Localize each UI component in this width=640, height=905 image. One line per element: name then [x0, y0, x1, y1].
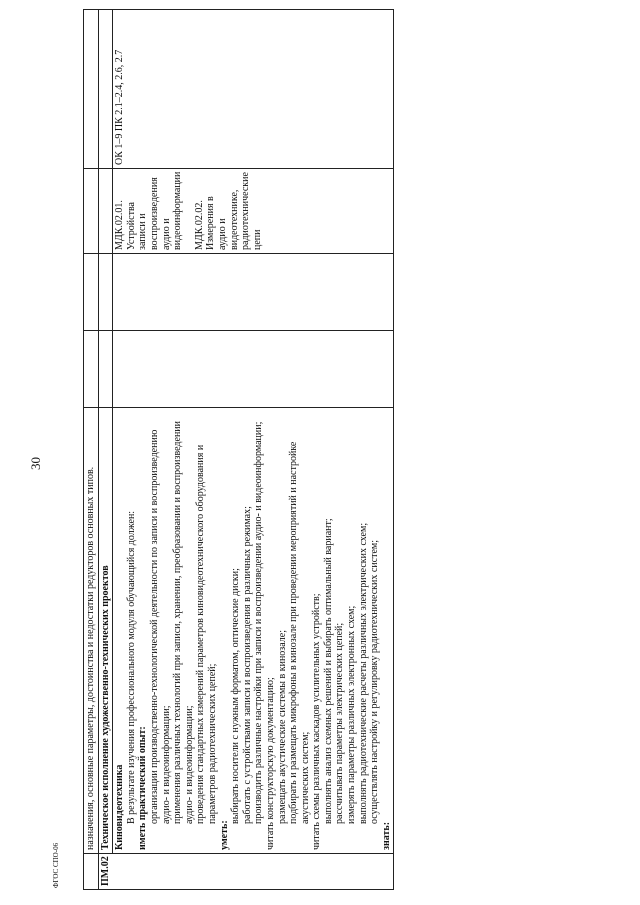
cell-empty: [113, 331, 394, 408]
skill-item: читать конструкторскую документацию;: [264, 677, 276, 850]
table-row: [113, 10, 394, 890]
practice-heading: иметь практический опыт:: [137, 726, 149, 850]
skill-item: выполнять анализ схемных решений и выбирать оптимальный вариант;: [322, 518, 334, 824]
skill-item: рассчитывать параметры электрических цепей;: [334, 622, 346, 824]
skill-item: читать схемы различных каскадов усилительных устройств;: [311, 593, 323, 850]
skill-item: производить различные настройки при записи и воспроизведении аудио- и видеоинформации;: [253, 421, 265, 824]
cell-empty: [84, 854, 99, 890]
intro-text: В результате изучения профессионального модуля обучающийся должен:: [125, 510, 137, 824]
section-title: Киновидеотехника: [114, 764, 126, 850]
skill-item: выбирать носители с нужным форматом, оптические диски;: [230, 568, 242, 824]
cell-empty: [84, 331, 99, 408]
table-row: [84, 10, 99, 890]
cell-empty: [113, 254, 394, 331]
skill-item: выполнять радиотехнические расчеты различных электрических схем;: [357, 522, 369, 824]
curriculum-table: [83, 9, 394, 890]
module-content: [113, 408, 394, 854]
skill-item: работать с устройствами записи и воспроизведения в различных режимах;: [241, 506, 253, 824]
rotated-table-wrapper: [83, 10, 603, 890]
mdk-item: МДК.02.01. Устройства записи и воспроизведения аудио и видеоинформации: [114, 171, 184, 250]
mdk-item: МДК.02.02. Измерения в аудио и видеотехнике, радиотехнические цепи: [193, 172, 263, 250]
cell-empty: [84, 10, 99, 169]
competences-cell: ОК 1–9 ПК 2.1–2.4, 2.6, 2.7: [113, 10, 394, 169]
cell-empty: [84, 254, 99, 331]
cell-empty: [98, 10, 113, 169]
cell-empty: [98, 331, 113, 408]
cell-empty: [84, 169, 99, 254]
practice-item: организации производственно-технологической деятельности по записи и воспроизведению аудио- и видеоинформации;: [148, 429, 172, 824]
module-code: ПМ.02: [98, 854, 394, 890]
skill-item: размещать акустические системы в кинозале;: [276, 630, 288, 824]
footer-label: ФГОС СПО-06: [52, 842, 60, 888]
module-title: Техническое исполнение художественно-технических проектов: [98, 408, 113, 854]
practice-item: проведения стандартных измерений параметров киновидеотехнического оборудования и параметров радиотехнических цепей;: [195, 444, 218, 824]
cell-text: назначения, основные параметры, достоинства и недостатки редукторов основных типов.: [84, 408, 99, 854]
skill-item: подбирать и размещать микрофоны в кинозале при проведении мероприятий и настройке акустических систем;: [288, 441, 311, 824]
cell-empty: [98, 169, 113, 254]
skills-heading: уметь:: [218, 820, 230, 850]
mdk-cell: [113, 169, 394, 254]
cell-empty: [98, 254, 113, 331]
page-number: 30: [28, 457, 43, 470]
knowledge-heading: знать:: [380, 821, 392, 850]
practice-item: применения различных технологий при записи, хранении, преобразовании и воспроизведении аудио- и видеоинформации;: [172, 420, 195, 824]
table-row: [98, 10, 113, 890]
skill-item: измерять параметры различных электронных схем;: [346, 605, 358, 824]
skill-item: осуществлять настройку и регулировку радиотехнических систем;: [369, 539, 381, 824]
